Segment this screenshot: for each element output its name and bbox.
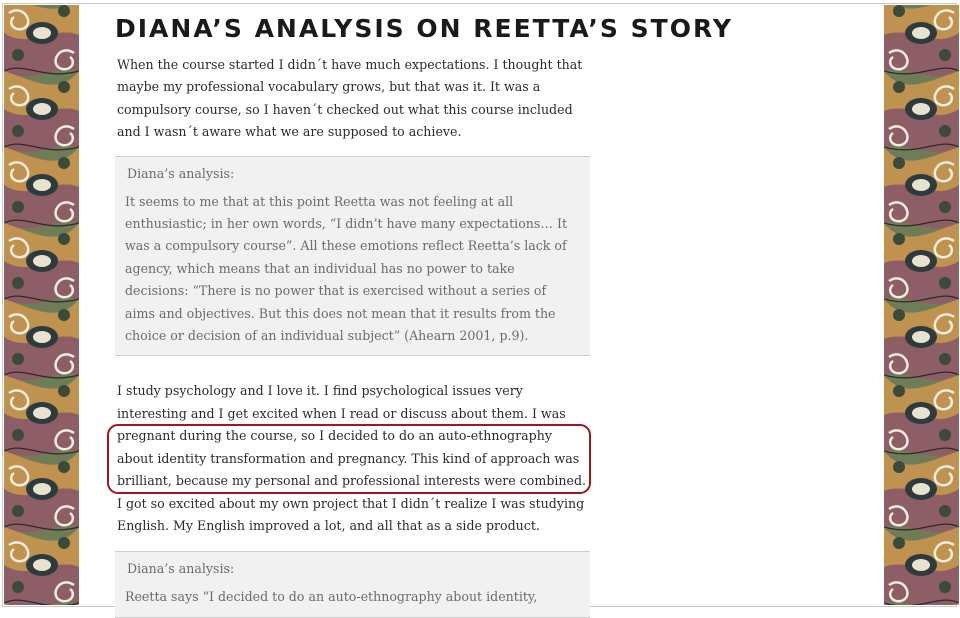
- post-content: [115, 10, 733, 618]
- story-paragraph-1: When the course started I didn´t have much expectations. I thought that maybe my professional vocabulary grows, but that was it. It was a compulsory course, so I haven´t checked out what this course included and I wasn´t aware what we are supposed to achieve.: [117, 57, 583, 140]
- highlight-outline: [107, 424, 591, 494]
- analysis-label: Diana’s analysis:: [127, 561, 235, 577]
- decorative-border-left-pattern-icon: [4, 5, 79, 605]
- analysis-text: Reetta says “I decided to do an auto-ethnography about identity,: [125, 589, 538, 605]
- analysis-box-1: [115, 156, 590, 357]
- page-title: DIANA’S ANALYSIS ON REETTA’S STORY: [115, 14, 733, 43]
- story-paragraph-2-wrapper: [117, 380, 590, 537]
- story-paragraph-2: I study psychology and I love it. I find psychological issues very interesting and I get excited when I read or discuss about them. I was pregnant during the course, so I decided to do an auto-ethnography about identity transformation and pregnancy. This kind of approach was brilliant, because my personal and professional interests were combined. I got so excited about my own project that I didn´t realize I was studying English. My English improved a lot, and all that as a side product.: [117, 383, 587, 533]
- decorative-border-right-pattern-icon: [884, 5, 959, 605]
- analysis-label: Diana’s analysis:: [127, 165, 235, 181]
- analysis-text: It seems to me that at this point Reetta was not feeling at all enthusiastic; in her own words, “I didn’t have many expectations… It was a compulsory course”. All these emotions reflect Reetta’s lack of agency, which means that an individual has no power to take decisions: “There is no power that is exercised without a series of aims and objectives. But this does not mean that it results from the choice or decision of an individual subject” (Ahearn 2001, p.9).: [125, 193, 567, 344]
- analysis-box-2: [115, 551, 590, 617]
